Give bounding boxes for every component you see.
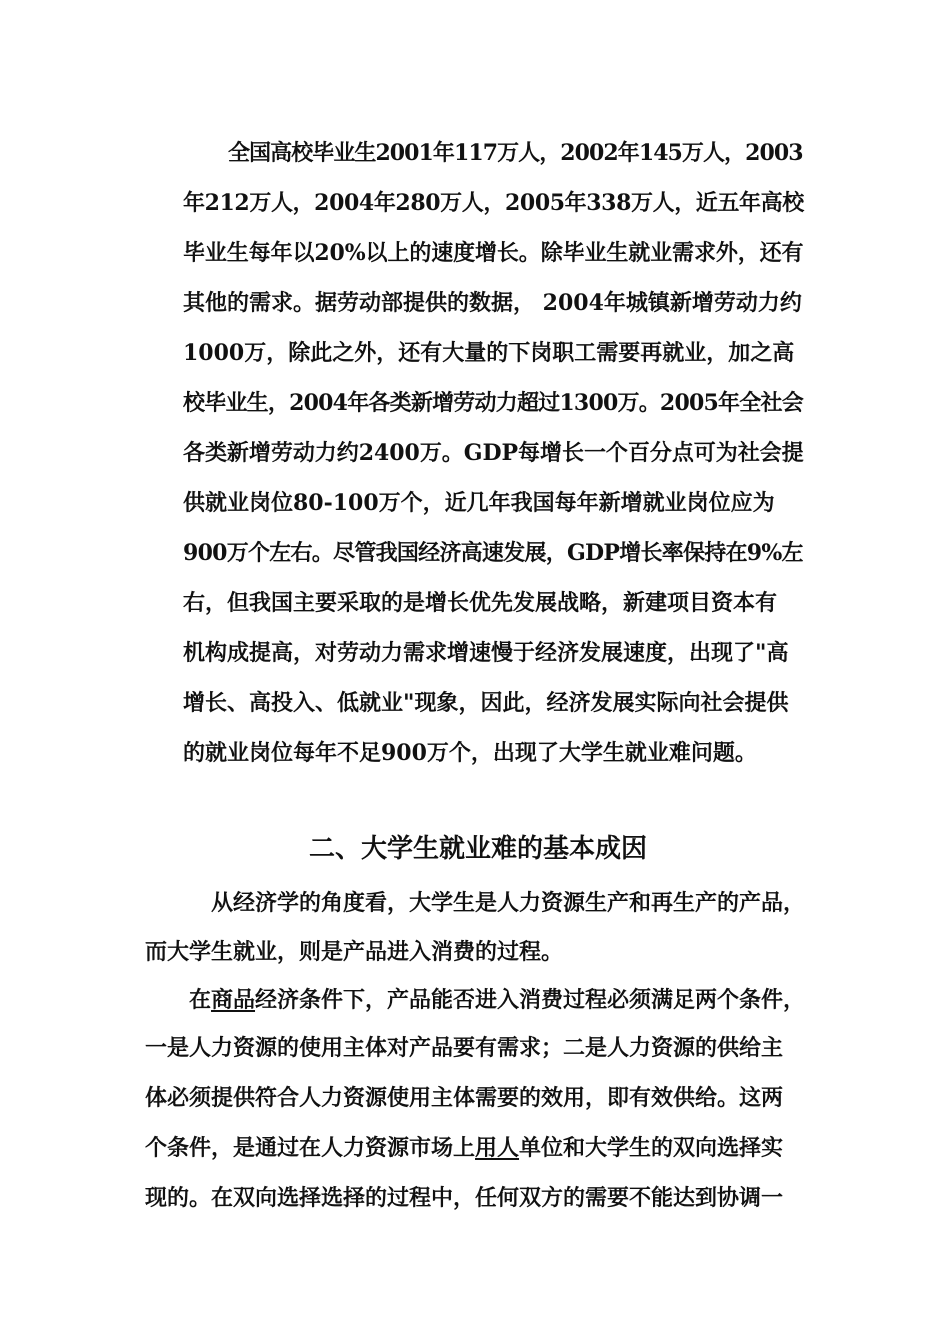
text-line: 从经济学的角度看，大学生是人力资源生产和再生产的产品， xyxy=(211,890,806,916)
text-segment: 个条件，是通过在人力资源市场上 xyxy=(145,1135,476,1161)
text-line: 右，但我国主要采取的是增长优先发展战略，新建项目资本有 xyxy=(183,590,778,616)
text-segment: 单位和大学生的双向选择实 xyxy=(519,1135,784,1161)
text-line: 而大学生就业，则是产品进入消费的过程。 xyxy=(145,939,564,965)
text-line xyxy=(189,985,829,1015)
text-line: 现的。在双向选择选择的过程中，任何双方的需要不能达到协调一 xyxy=(145,1185,784,1211)
text-line: 全国高校毕业生2001年117万人，2002年145万人，2003 xyxy=(228,140,803,166)
text-line: 毕业生每年以20%以上的速度增长。除毕业生就业需求外，还有 xyxy=(183,240,804,266)
text-line: 机构成提高，对劳动力需求增速慢于经济发展速度，出现了"高 xyxy=(183,640,789,666)
link-employer[interactable]: 用人 xyxy=(475,1135,520,1161)
text-line: 一是人力资源的使用主体对产品要有需求；二是人力资源的供给主 xyxy=(145,1035,784,1061)
text-line: 1000万，除此之外，还有大量的下岗职工需要再就业，加之高 xyxy=(183,340,795,366)
text-line: 体必须提供符合人力资源使用主体需要的效用，即有效供给。这两 xyxy=(145,1085,784,1111)
text-segment: 在 xyxy=(189,987,212,1013)
text-line: 其他的需求。据劳动部提供的数据， 2004年城镇新增劳动力约 xyxy=(183,290,802,316)
text-line: 校毕业生，2004年各类新增劳动力超过1300万。2005年全社会 xyxy=(183,390,803,416)
section-heading: 二、大学生就业难的基本成因 xyxy=(309,834,648,864)
text-segment: 经济条件下，产品能否进入消费过程必须满足两个条件， xyxy=(255,987,806,1013)
text-line: 900万个左右。尽管我国经济高速发展，GDP增长率保持在9%左 xyxy=(183,540,803,566)
text-line: 各类新增劳动力约2400万。GDP每增长一个百分点可为社会提 xyxy=(183,440,804,466)
text-line: 供就业岗位80-100万个，近几年我国每年新增就业岗位应为 xyxy=(183,490,775,516)
link-commodity[interactable]: 商品 xyxy=(211,987,256,1013)
text-line: 年212万人，2004年280万人，2005年338万人，近五年高校 xyxy=(183,190,804,216)
text-line: 增长、高投入、低就业"现象，因此，经济发展实际向社会提供 xyxy=(183,690,789,716)
text-line: 的就业岗位每年不足900万个，出现了大学生就业难问题。 xyxy=(183,740,757,766)
text-line xyxy=(145,1133,807,1163)
